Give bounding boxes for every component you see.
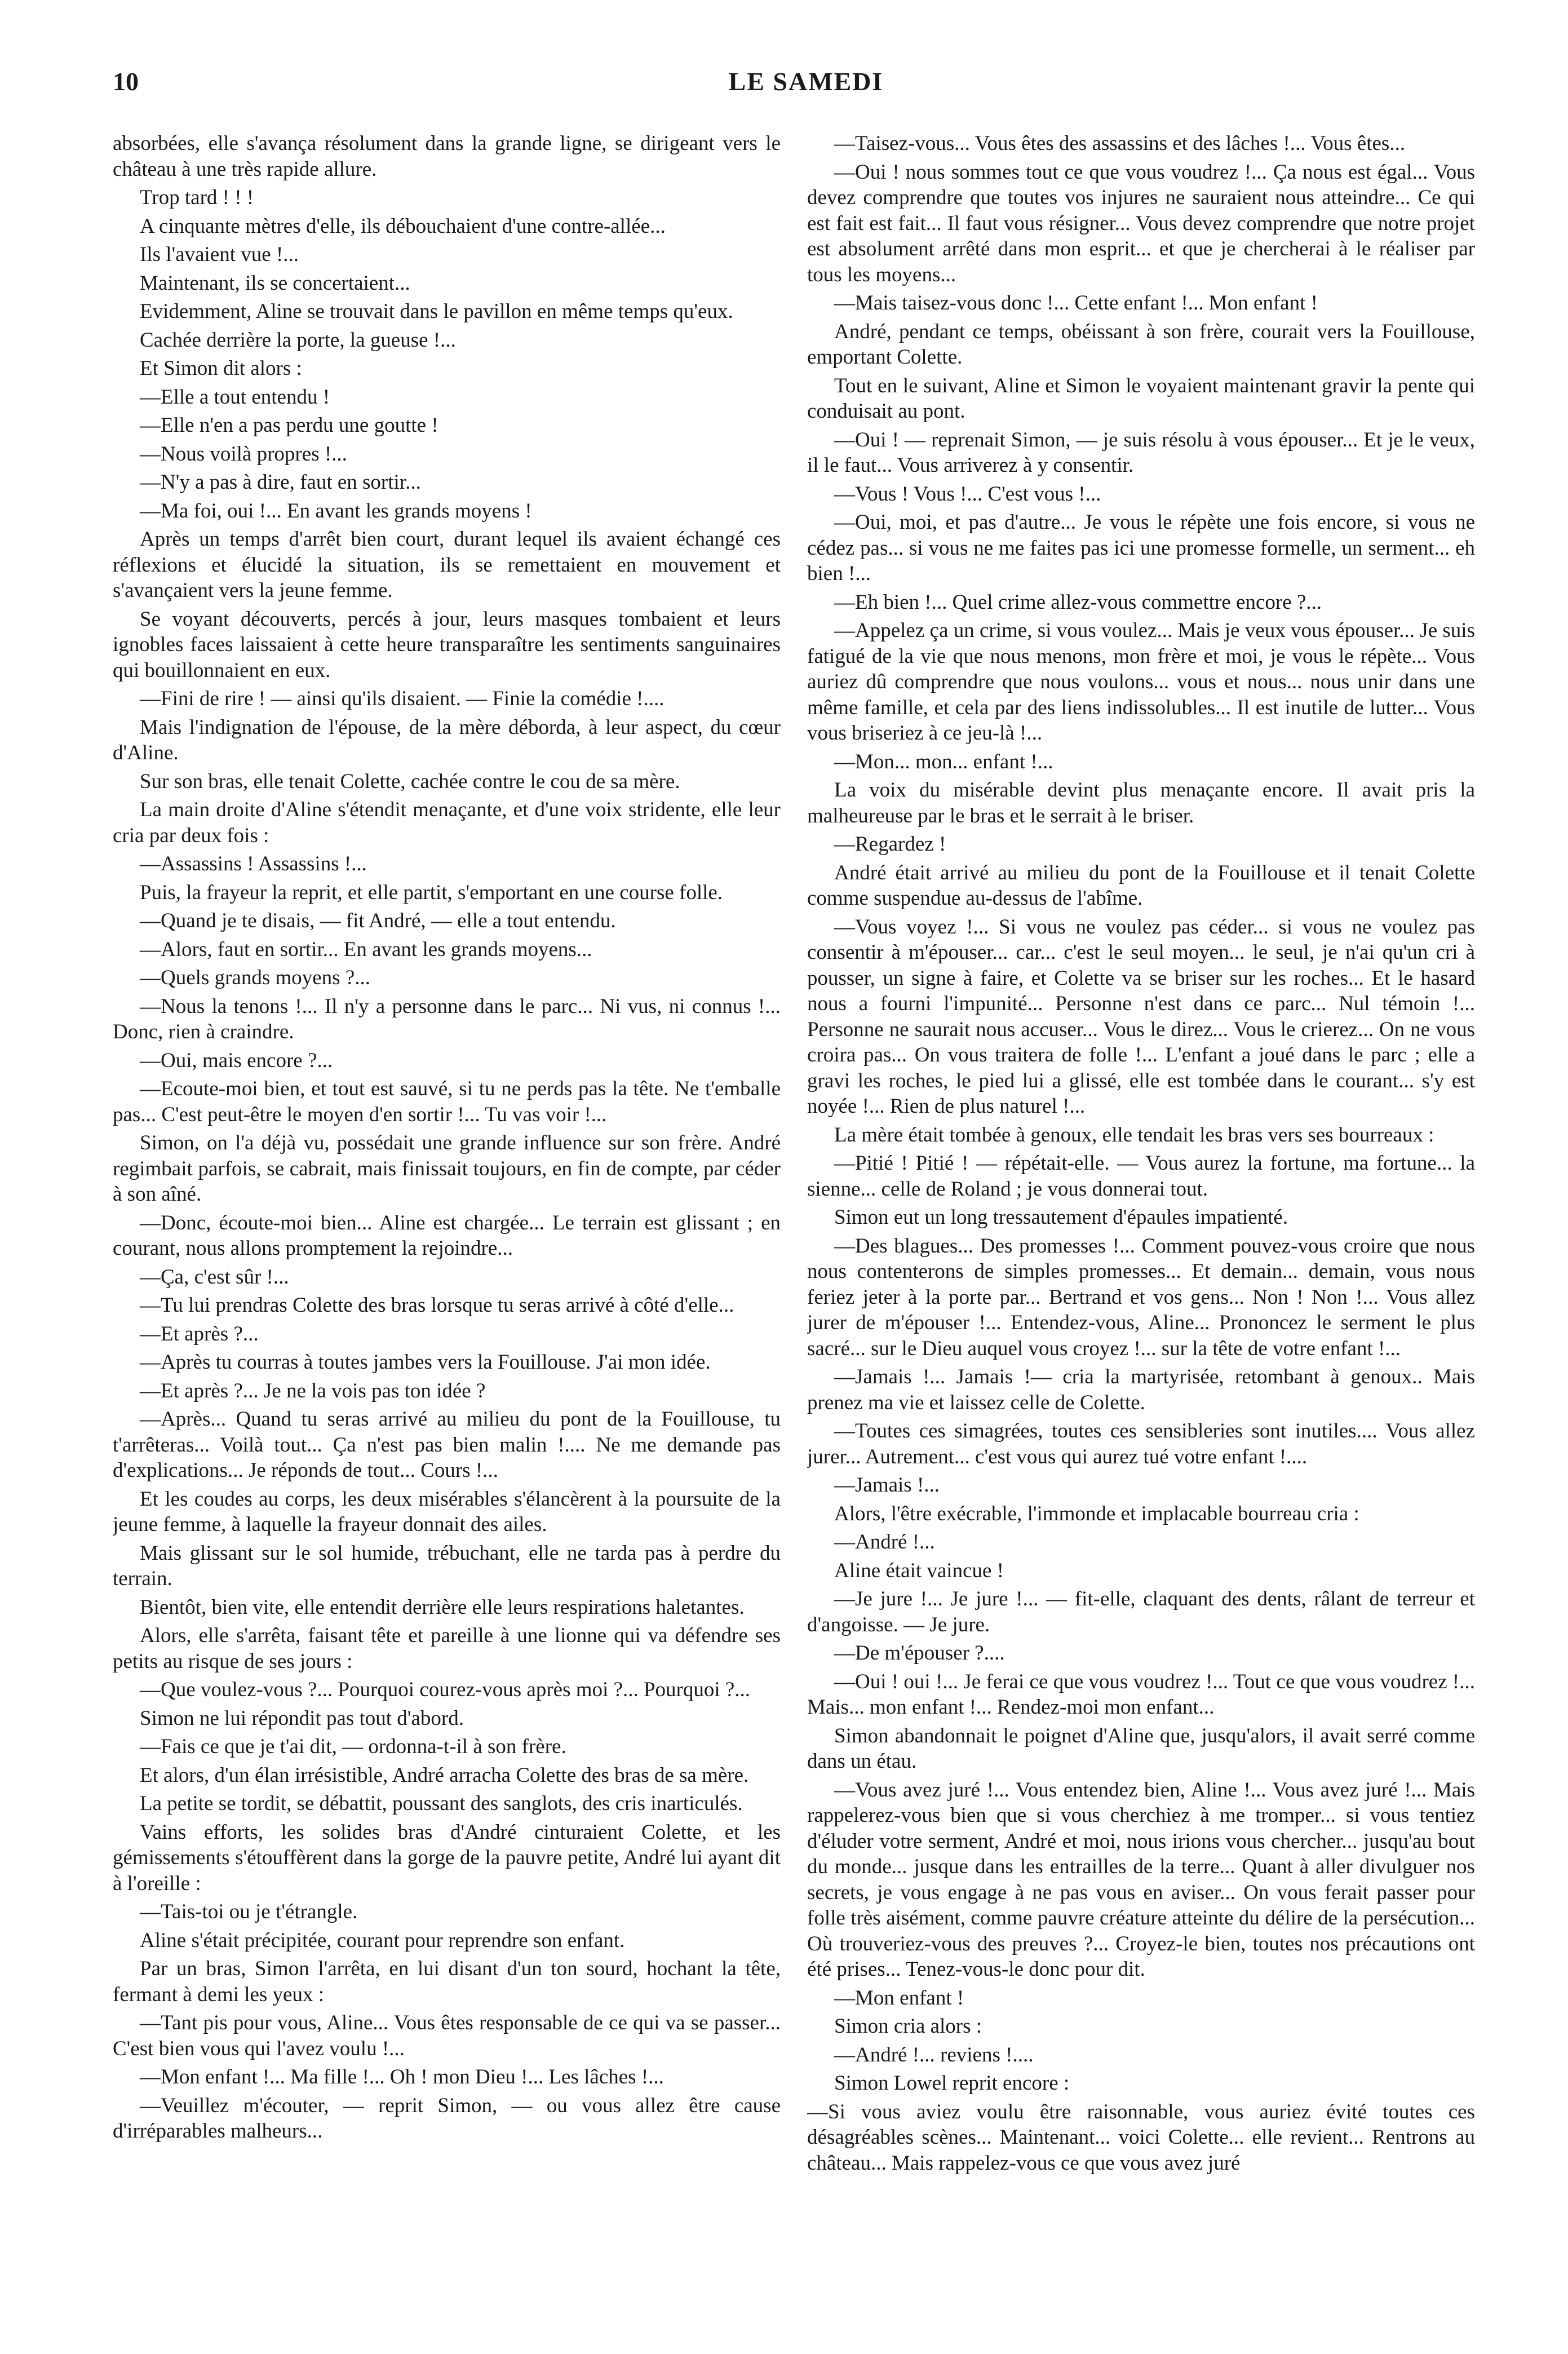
paragraph: Alors, elle s'arrêta, faisant tête et pareille à une lionne qui va défendre ses petits au risque de ses jours :: [113, 1624, 781, 1673]
paragraph: —Assassins ! Assassins !...: [140, 852, 367, 875]
paragraph: Maintenant, ils se concertaient...: [140, 271, 410, 295]
paragraph: —Oui, mais encore ?...: [140, 1048, 333, 1072]
paragraph: —Mon enfant !... Ma fille !... Oh ! mon Dieu !... Les lâches !...: [140, 2065, 664, 2088]
paragraph: La voix du misérable devint plus menaçante encore. Il avait pris la malheureuse par le bras et le serrait à le briser.: [807, 778, 1475, 828]
right-column: [807, 131, 1475, 2318]
paragraph: —Après... Quand tu seras arrivé au milieu du pont de la Fouillouse, tu t'arrêteras... Voilà tout... Ça n'est pas bien malin !.... Ne me demande pas d'explications... Je réponds de tout... Cours !...: [113, 1408, 781, 1482]
paragraph: —André !... reviens !....: [834, 2043, 1034, 2067]
paragraph: Ils l'avaient vue !...: [140, 243, 299, 266]
paragraph: —Mais taisez-vous donc !... Cette enfant !... Mon enfant !: [834, 291, 1318, 315]
paragraph: Et Simon dit alors :: [140, 357, 302, 380]
paragraph: Tout en le suivant, Aline et Simon le voyaient maintenant gravir la pente qui conduisait au pont.: [807, 374, 1475, 423]
paragraph: absorbées, elle s'avança résolument dans la grande ligne, se dirigeant vers le château à une très rapide allure.: [113, 132, 781, 181]
paragraph: André, pendant ce temps, obéissant à son frère, courait vers la Fouillouse, emportant Colette.: [807, 320, 1475, 369]
page-number: 10: [113, 67, 139, 96]
paragraph: —Oui ! — reprenait Simon, — je suis résolu à vous épouser... Et je le veux, il le faut... Vous arriverez à y consentir.: [807, 428, 1475, 477]
paragraph: —Vous ! Vous !... C'est vous !...: [834, 482, 1101, 506]
paragraph: —Ecoute-moi bien, et tout est sauvé, si tu ne perds pas la tête. Ne t'emballe pas... C'est peut-être le moyen d'en sortir !... Tu vas voir !...: [113, 1077, 781, 1126]
paragraph: —Mon enfant !: [834, 1986, 964, 2010]
paragraph: —Des blagues... Des promesses !... Comment pouvez-vous croire que nous nous contenterons de simples promesses... Et demain... demain, vous nous feriez jeter à la porte par... Bertrand et vos gens... Non ! Non !... Vous allez jurer de m'épouser !... Entendez-vous, Aline... Prononcez le serment le plus sacré... sur le Dieu auquel vous croyez !... sur la tête de votre enfant !...: [807, 1234, 1475, 1360]
paragraph: —Mon... mon... enfant !...: [834, 750, 1053, 773]
paragraph: Cachée derrière la porte, la gueuse !...: [140, 328, 456, 352]
paragraph: —Appelez ça un crime, si vous voulez... Mais je veux vous épouser... Je suis fatigué de la vie que nous menons, mon frère et moi, je vous le répète... Vous auriez dû comprendre que nous voulons... vous et nous... nous unir dans une même famille, et cela par des liens indissolubles... Il est inutile de lutter... Vous vous briseriez à ce jeu-là !...: [807, 619, 1475, 745]
paragraph: Trop tard ! ! !: [140, 186, 254, 209]
paragraph: —Tant pis pour vous, Aline... Vous êtes responsable de ce qui va se passer... C'est bien vous qui l'avez voulu !...: [113, 2011, 781, 2060]
paragraph: —Eh bien !... Quel crime allez-vous commettre encore ?...: [834, 590, 1322, 614]
paragraph: —Après tu courras à toutes jambes vers la Fouillouse. J'ai mon idée.: [140, 1351, 711, 1374]
paragraph: Vains efforts, les solides bras d'André cinturaient Colette, et les gémissements s'étouffèrent dans la gorge de la pauvre petite, André lui ayant dit à l'oreille :: [113, 1820, 781, 1895]
paragraph: Et les coudes au corps, les deux misérables s'élancèrent à la poursuite de la jeune femme, à laquelle la frayeur donnait des ailes.: [113, 1487, 781, 1536]
paragraph: Simon, on l'a déjà vu, possédait une grande influence sur son frère. André regimbait parfois, se cabrait, mais finissait toujours, en fin de compte, par céder à son aîné.: [113, 1131, 781, 1206]
paragraph: Et alors, d'un élan irrésistible, André arracha Colette des bras de sa mère.: [140, 1763, 749, 1787]
paragraph: —Pitié ! Pitié ! — répétait-elle. — Vous aurez la fortune, ma fortune... la sienne... celle de Roland ; je vous donnerai tout.: [807, 1152, 1475, 1201]
paragraph: —Nous la tenons !... Il n'y a personne dans le parc... Ni vus, ni connus !... Donc, rien à craindre.: [113, 994, 781, 1043]
journal-title: LE SAMEDI: [728, 67, 884, 96]
paragraph: —Que voulez-vous ?... Pourquoi courez-vous après moi ?... Pourquoi ?...: [140, 1678, 751, 1701]
paragraph: —Veuillez m'écouter, — reprit Simon, — ou vous allez être cause d'irréparables malheurs...: [113, 2094, 781, 2143]
paragraph: Simon ne lui répondit pas tout d'abord.: [140, 1706, 464, 1730]
paragraph: André était arrivé au milieu du pont de la Fouillouse et il tenait Colette comme suspendue au-dessus de l'abîme.: [807, 861, 1475, 910]
paragraph: —Quand je te disais, — fit André, — elle a tout entendu.: [140, 909, 616, 932]
paragraph: —N'y a pas à dire, faut en sortir...: [140, 471, 421, 494]
paragraph: —Quels grands moyens ?...: [140, 966, 370, 989]
paragraph: Se voyant découverts, percés à jour, leurs masques tombaient et leurs ignobles faces laissaient à cette heure transparaître les sentiments sanguinaires qui bouillonnaient en eux.: [113, 607, 781, 682]
paragraph: Alors, l'être exécrable, l'immonde et implacable bourreau cria :: [834, 1502, 1359, 1525]
paragraph: —André !...: [834, 1530, 935, 1554]
paragraph: —Fais ce que je t'ai dit, — ordonna-t-il à son frère.: [140, 1735, 566, 1758]
paragraph: Aline s'était précipitée, courant pour reprendre son enfant.: [140, 1928, 625, 1952]
page-header: [113, 67, 1499, 106]
paragraph: —Et après ?... Je ne la vois pas ton idée ?: [140, 1379, 486, 1402]
paragraph: La main droite d'Aline s'étendit menaçante, et d'une voix stridente, elle leur cria par deux fois :: [113, 798, 781, 847]
paragraph: Aline était vaincue !: [834, 1559, 1004, 1582]
left-column: [113, 131, 781, 2318]
paragraph: —Fini de rire ! — ainsi qu'ils disaient. — Finie la comédie !....: [140, 687, 665, 710]
paragraph: —Donc, écoute-moi bien... Aline est chargée... Le terrain est glissant ; en courant, nous allons promptement la rejoindre...: [113, 1211, 781, 1260]
paragraph: Sur son bras, elle tenait Colette, cachée contre le cou de sa mère.: [140, 769, 680, 793]
paragraph: —Toutes ces simagrées, toutes ces sensibleries sont inutiles.... Vous allez jurer... Autrement... c'est vous qui aurez tué votre enfant !....: [807, 1419, 1475, 1468]
paragraph: —Tais-toi ou je t'étrangle.: [140, 1900, 358, 1923]
paragraph: —Ma foi, oui !... En avant les grands moyens !: [140, 499, 532, 523]
paragraph: —Je jure !... Je jure !... — fit-elle, claquant des dents, râlant de terreur et d'angoisse. — Je jure.: [807, 1587, 1475, 1636]
paragraph: Mais glissant sur le sol humide, trébuchant, elle ne tarda pas à perdre du terrain.: [113, 1541, 781, 1590]
paragraph: La petite se tordit, se débattit, poussant des sanglots, des cris inarticulés.: [140, 1792, 743, 1815]
paragraph: Mais l'indignation de l'épouse, de la mère déborda, à leur aspect, du cœur d'Aline.: [113, 715, 781, 764]
paragraph: —De m'épouser ?....: [834, 1641, 1005, 1665]
paragraph: Puis, la frayeur la reprit, et elle partit, s'emportant en une course folle.: [140, 880, 723, 904]
paragraph: —Tu lui prendras Colette des bras lorsque tu seras arrivé à côté d'elle...: [140, 1294, 734, 1317]
paragraph: —Alors, faut en sortir... En avant les grands moyens...: [140, 937, 592, 961]
paragraph: —Nous voilà propres !...: [140, 442, 347, 466]
paragraph: —Jamais !...: [834, 1474, 940, 1497]
paragraph: —Jamais !... Jamais !— cria la martyrisée, retombant à genoux.. Mais prenez ma vie et laissez celle de Colette.: [807, 1365, 1475, 1414]
paragraph: —Oui ! oui !... Je ferai ce que vous voudrez !... Tout ce que vous voudrez !... Mais... mon enfant !... Rendez-moi mon enfant...: [807, 1670, 1475, 1719]
paragraph: —Si vous aviez voulu être raisonnable, vous auriez évité toutes ces désagréables scènes... Maintenant... voici Colette... elle revient... Rentrons au château... Mais rappelez-vous ce que vous avez juré: [807, 2100, 1475, 2175]
paragraph: Simon abandonnait le poignet d'Aline que, jusqu'alors, il avait serré comme dans un étau.: [807, 1724, 1475, 1773]
paragraph: Evidemment, Aline se trouvait dans le pavillon en même temps qu'eux.: [140, 300, 733, 323]
paragraph: Par un bras, Simon l'arrêta, en lui disant d'un ton sourd, hochant la tête, fermant à demi les yeux :: [113, 1957, 781, 2006]
paragraph: —Taisez-vous... Vous êtes des assassins et des lâches !... Vous êtes...: [834, 132, 1406, 155]
paragraph: Après un temps d'arrêt bien court, durant lequel ils avaient échangé ces réflexions et élucidé la situation, ils se remettaient en mouvement et s'avançaient vers la jeune femme.: [113, 528, 781, 602]
paragraph: —Ça, c'est sûr !...: [140, 1265, 289, 1289]
paragraph: La mère était tombée à genoux, elle tendait les bras vers ses bourreaux :: [834, 1123, 1434, 1147]
paragraph: —Vous avez juré !... Vous entendez bien, Aline !... Vous avez juré !... Mais rappelerez-vous bien que si vous cherchiez à me tromper... si vous tentiez d'éluder votre serment, André et moi, nous irions vous chercher... jusqu'au bout du monde... jusque dans les entrailles de la terre... Quant à aller divulguer nos secrets, je vous engage à ne pas vous en aviser... On vous ferait passer pour folle très aisément, comme pauvre créature atteinte du délire de la persécution... Où trouveriez-vous des preuves ?... Croyez-le bien, toutes nos précautions ont été prises... Tenez-vous-le donc pour dit.: [807, 1778, 1475, 1981]
paragraph: Simon eut un long tressautement d'épaules impatienté.: [834, 1206, 1288, 1229]
paragraph: —Regardez !: [834, 833, 946, 856]
paragraph: —Elle n'en a pas perdu une goutte !: [140, 414, 438, 437]
paragraph: —Oui, moi, et pas d'autre... Je vous le répète une fois encore, si vous ne cédez pas... si vous ne me faites pas ici une promesse formelle, un serment... eh bien !...: [807, 511, 1475, 585]
paragraph: —Et après ?...: [140, 1322, 259, 1346]
paragraph: —Oui ! nous sommes tout ce que vous voudrez !... Ça nous est égal... Vous devez comprendre que toutes vos injures ne sauraient nous atteindre... Ce qui est fait est fait... Il faut vous résigner... Vous devez comprendre que notre projet est absolument arrêté dans mon esprit... et que je chercherai à le réaliser par tous les moyens...: [807, 160, 1475, 286]
paragraph: —Elle a tout entendu !: [140, 385, 330, 409]
paragraph: Bientôt, bien vite, elle entendit derrière elle leurs respirations haletantes.: [140, 1595, 745, 1619]
paragraph: A cinquante mètres d'elle, ils débouchaient d'une contre-allée...: [140, 214, 666, 238]
paragraph: Simon cria alors :: [834, 2015, 982, 2038]
paragraph: Simon Lowel reprit encore :: [834, 2072, 1070, 2095]
paragraph: —Vous voyez !... Si vous ne voulez pas céder... si vous ne voulez pas consentir à m'épouser... car... c'est le seul moyen... le seul, je n'ai qu'un cri à pousser, un signe à faire, et Colette va se briser sur les roches... Et le hasard nous a fourni l'impunité... Personne n'est dans ce parc... Nul témoin !... Personne ne saurait nous accuser... Vous le direz... Vous le crierez... On ne vous croira pas... On vous traitera de folle !... L'enfant a joué dans le parc ; elle a gravi les roches, le pied lui a glissé, elle est tombée dans le courant... s'y est noyée !... Rien de plus naturel !...: [807, 915, 1475, 1118]
